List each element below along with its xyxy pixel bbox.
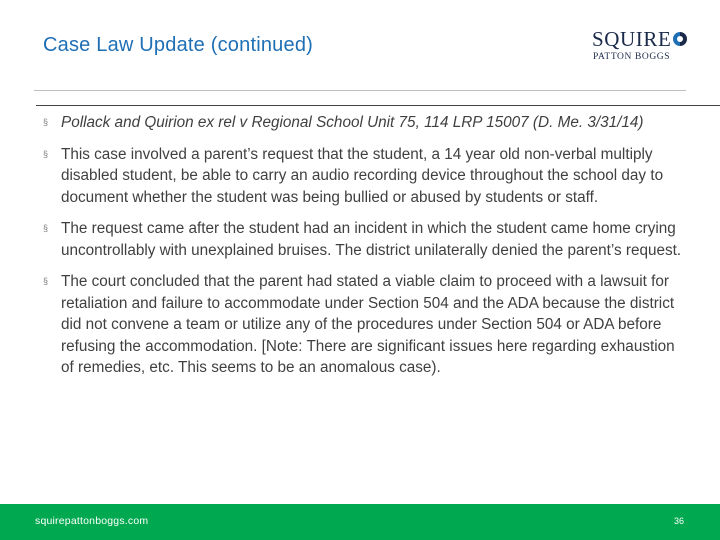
page-number: 36 bbox=[673, 516, 684, 526]
firm-logo bbox=[592, 28, 692, 68]
logo-line-2: PATTON BOGGS bbox=[593, 52, 671, 62]
bullet-text: The request came after the student had an incident in which the student came home crying uncontrollably with unexplained bruises. The district unilaterally denied the parent’s request. bbox=[61, 220, 682, 259]
squire-mark-icon bbox=[672, 31, 688, 47]
bullet-list bbox=[43, 112, 688, 389]
footer-bar bbox=[0, 504, 720, 540]
bullet-marker: § bbox=[43, 117, 49, 127]
logo-line-1: SQUIRE bbox=[592, 27, 672, 51]
header-divider bbox=[34, 90, 686, 91]
bullet-item bbox=[43, 144, 688, 209]
bullet-marker: § bbox=[43, 276, 49, 286]
bullet-marker: § bbox=[43, 223, 49, 233]
bullet-text: The court concluded that the parent had stated a viable claim to proceed with a lawsuit for retaliation and failure to accommodate under Section 504 and the ADA because the district did not convene a team or utilize any of the procedures under Section 504 or ADA before refusing the accommodation. [Note: There are significant issues here regarding exhaustion of remedies, etc. This seems to be an anomalous case). bbox=[61, 273, 675, 376]
bullet-item bbox=[43, 218, 688, 261]
bullet-marker: § bbox=[43, 148, 49, 159]
bullet-item bbox=[43, 271, 688, 379]
bullet-text: Pollack and Quirion ex rel v Regional School Unit 75, 114 LRP 15007 (D. Me. 3/31/14) bbox=[61, 114, 644, 131]
footer-website: squirepattonboggs.com bbox=[35, 515, 149, 527]
bullet-item bbox=[43, 112, 688, 134]
slide-title: Case Law Update (continued) bbox=[43, 34, 313, 56]
content-divider bbox=[36, 105, 720, 106]
bullet-text: This case involved a parent’s request that the student, a 14 year old non-verbal multiply disabled student, be able to carry an audio recording device throughout the school day to document whether the student was being bullied or abused by students or staff. bbox=[61, 145, 664, 206]
